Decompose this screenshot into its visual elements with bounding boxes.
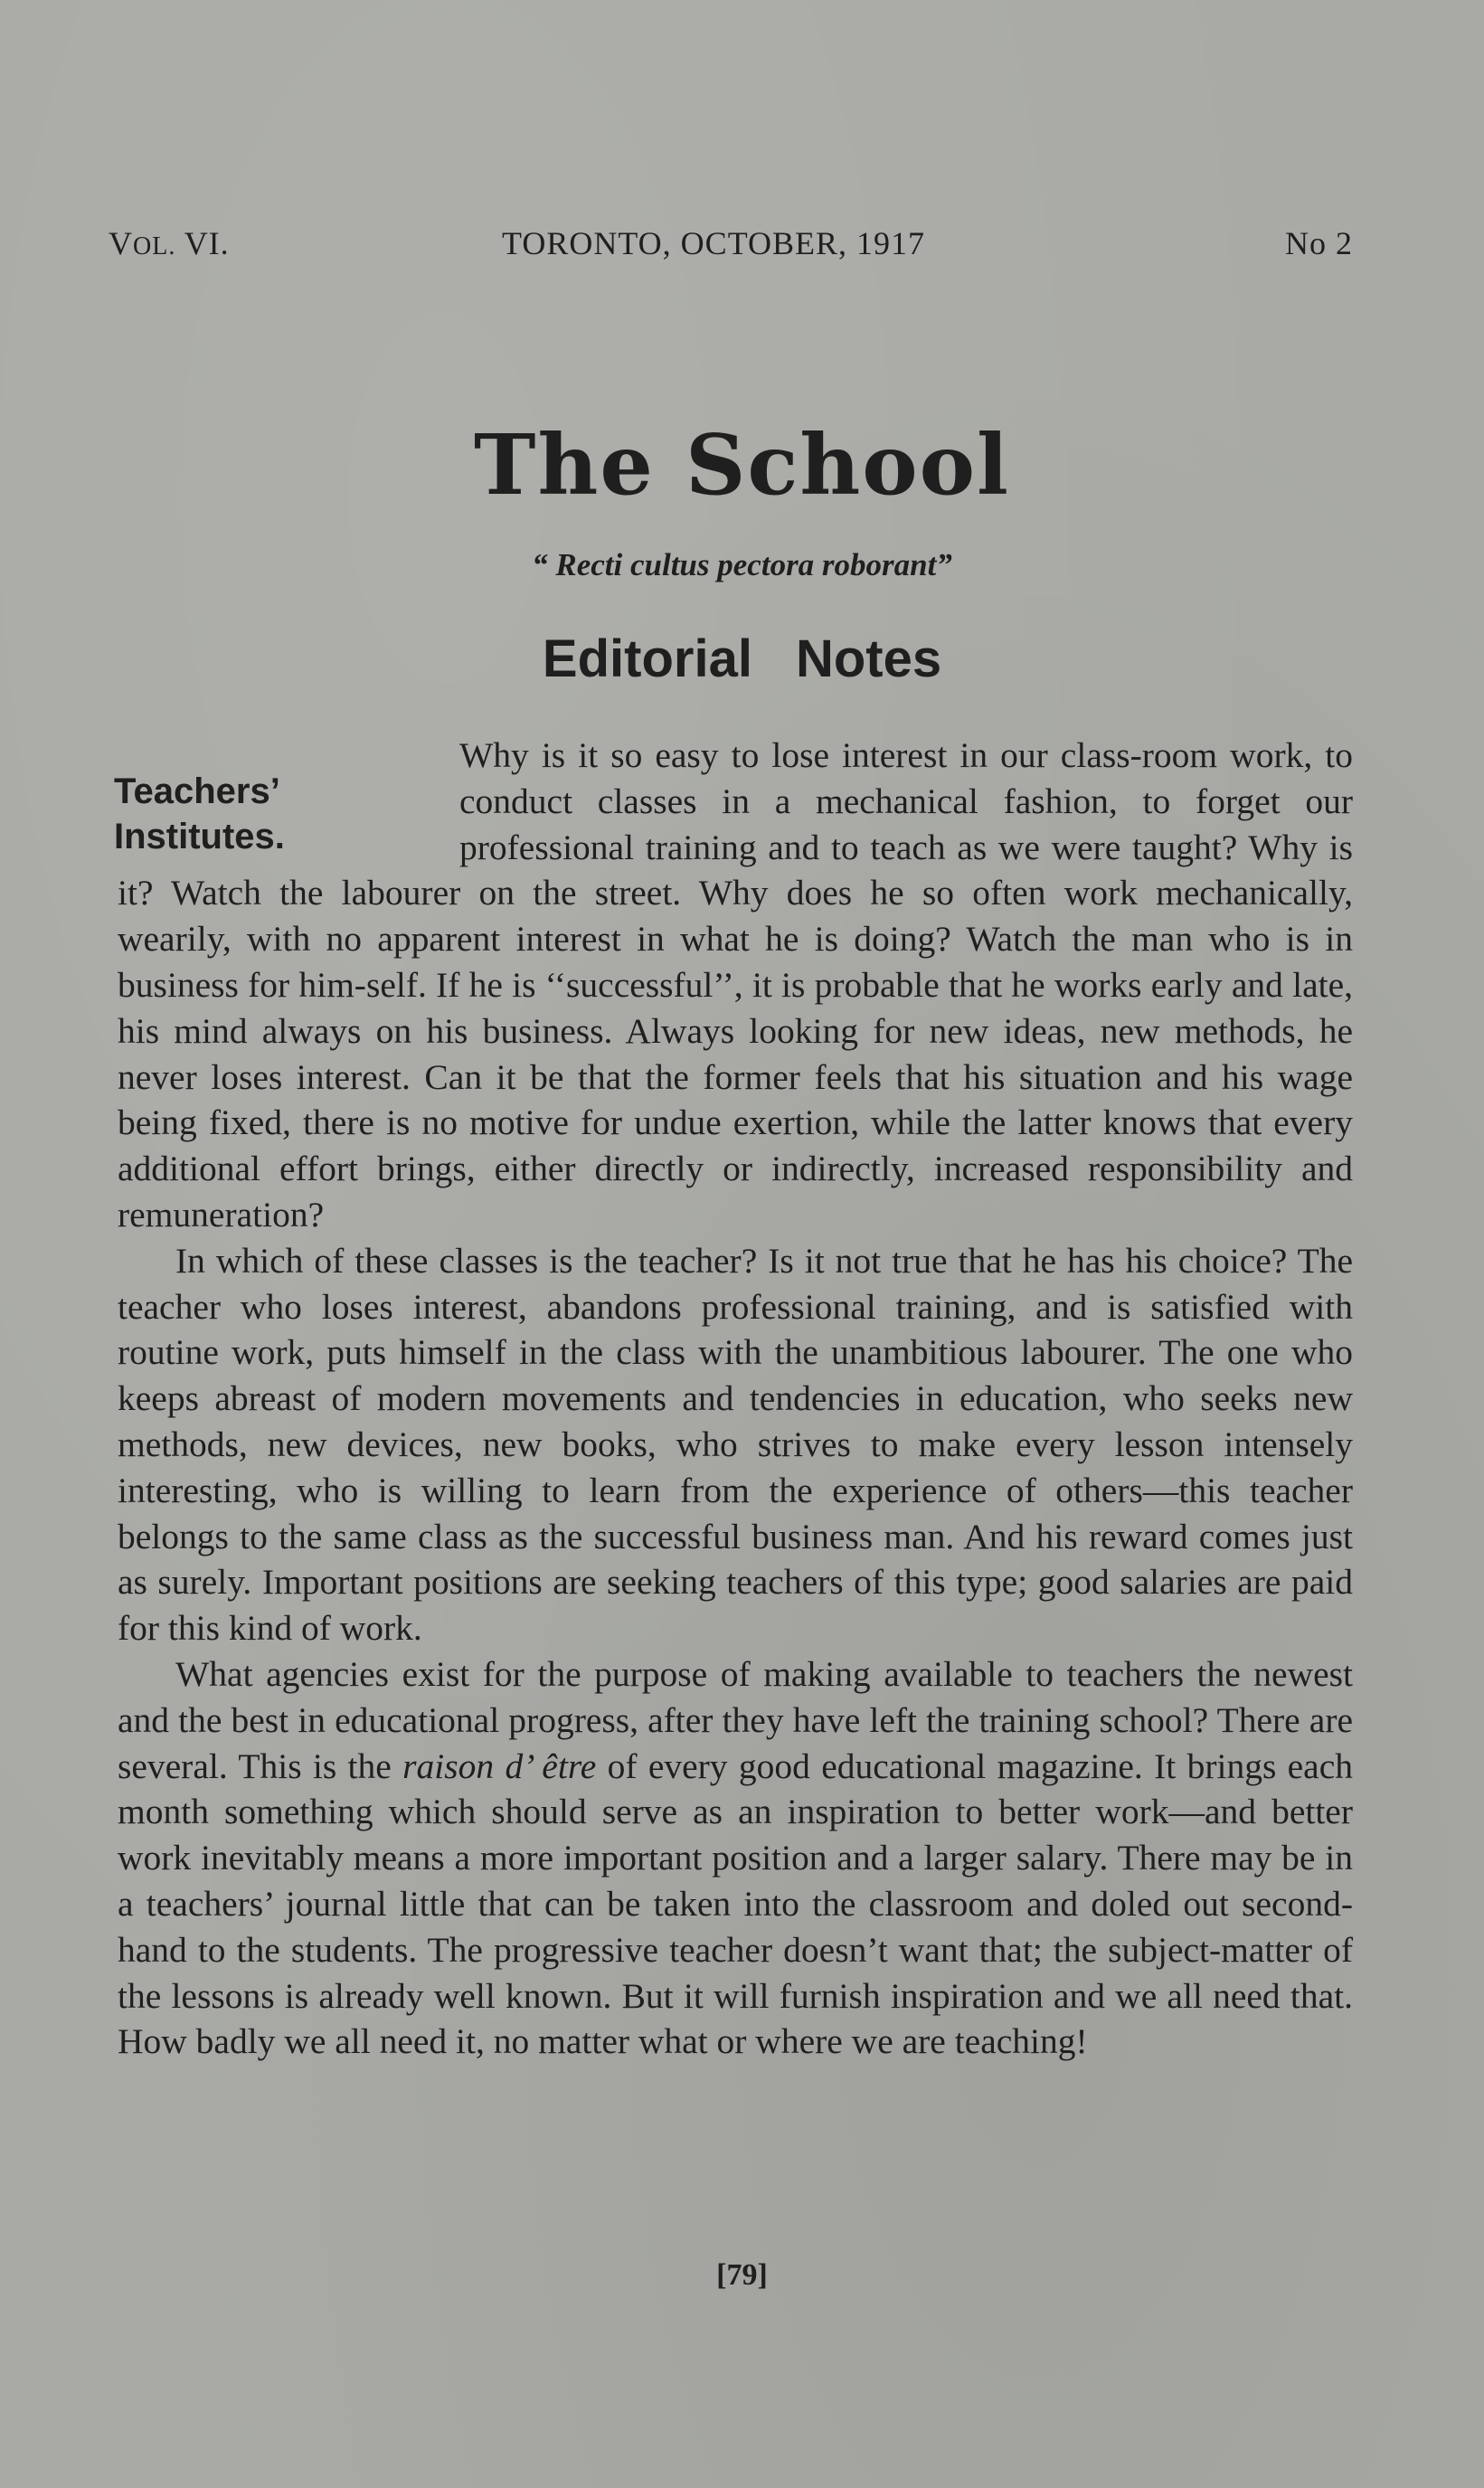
section-heading-word-1: Editorial <box>542 629 752 688</box>
section-heading <box>0 629 1484 689</box>
paragraph-3: What agencies exist for the purpose of making available to teachers the newest and the best in educational progress, after they have left the training school? There are several. This is the raison d’ être of every good educational magazine. It brings each month something which should serve as an inspiration to better work—and better work inevitably means a more important position and a larger salary. There may be in a teachers’ journal little that can be taken into the classroom and doled out second-hand to the students. The progressive teacher doesn’t want that; the subject-matter of the lessons is already well known. But it will furnish inspiration and we all need that. How badly we all need it, no matter what or where we are teaching! <box>118 1653 1353 2062</box>
side-heading-space <box>118 733 459 870</box>
paragraph-1 <box>118 733 1353 1238</box>
journal-title: The School <box>474 416 1010 514</box>
paragraph-1-text: Why is it so easy to lose interest in our class-room work, to conduct classes in a mechanical fashion, to forget our professional training and to teach as we were taught? Why is it? Watch the labourer on the street. Why does he so often work mechanically, wearily, with no apparent interest in what he is doing? Watch the man who is in business for him-self. If he is ‘‘successful’’, it is probable that he works early and late, his mind always on his business. Always looking for new ideas, new methods, he never loses interest. Can it be that the former feels that his situation and his wage being fixed, there is no motive for undue exertion, while the latter knows that every additional effort brings, either directly or indirectly, increased responsibility and remuneration? <box>118 735 1353 1235</box>
page-number: [79] <box>716 2258 768 2292</box>
volume-label: VOL. VI. <box>109 225 230 261</box>
motto: “ Recti cultus pectora roborant” <box>532 547 952 582</box>
issue-number: No 2 <box>1285 225 1353 261</box>
section-heading-word-2: Notes <box>795 629 942 688</box>
masthead <box>109 224 1353 270</box>
article-body <box>118 733 1353 2065</box>
side-heading-line-2: Institutes. <box>114 817 285 856</box>
issue-date: TORONTO, OCTOBER, 1917 <box>502 225 926 261</box>
paragraph-2: In which of these classes is the teacher? Is it not true that he has his choice? The teacher who loses interest, abandons professional training, and is satisfied with routine work, puts himself in the class with the unambitious labourer. The one who keeps abreast of modern movements and tendencies in education, who seeks new methods, new devices, new books, who strives to make every lesson intensely interesting, who is willing to learn from the experience of others—this teacher belongs to the same class as the successful business man. And his reward comes just as surely. Important positions are seeking teachers of this type; good salaries are paid for this kind of work. <box>118 1240 1353 1649</box>
italic-phrase: raison d’ être <box>402 1745 597 1786</box>
side-heading-line-1: Teachers’ <box>114 771 280 811</box>
